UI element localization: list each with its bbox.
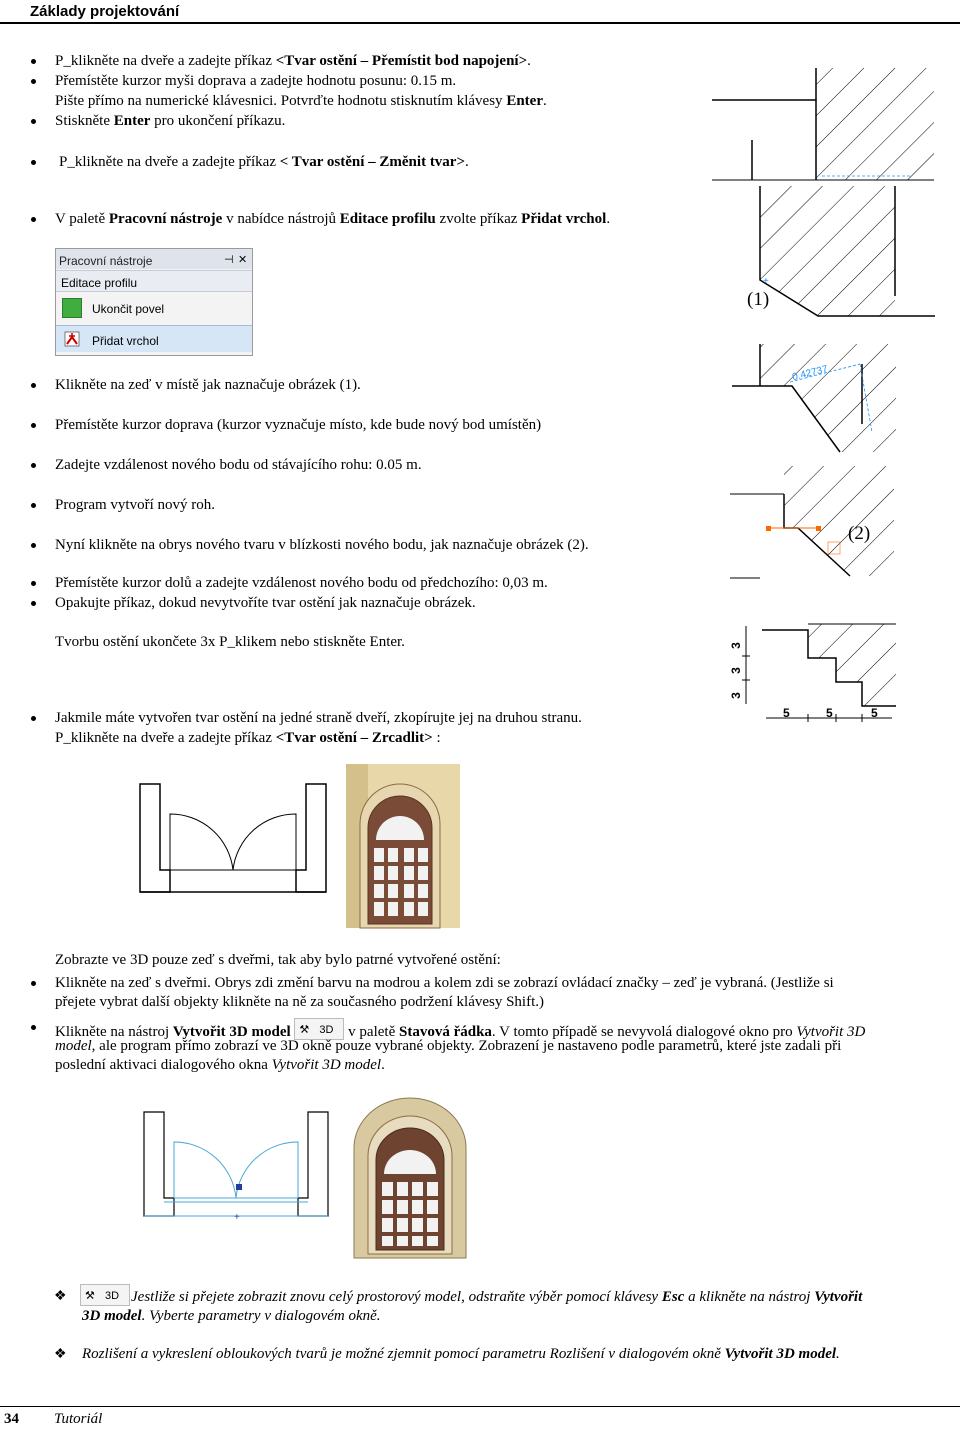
instruction-paragraph: Zobrazte ve 3D pouze zeď s dveřmi, tak aby bylo patrné vytvořené ostění: bbox=[55, 952, 501, 968]
add-vertex-label: Přidat vrchol bbox=[92, 334, 159, 348]
door-3d-image bbox=[346, 764, 460, 928]
instruction-line: Pište přímo na numerické klávesnici. Potvrďte hodnotu stisknutím klávesy Enter. bbox=[55, 93, 547, 109]
create-3d-model-button[interactable]: ⚒ 3D bbox=[80, 1284, 130, 1306]
instruction-line: poslední aktivaci dialogového okna Vytvořit 3D model. bbox=[55, 1057, 385, 1073]
bullet-dot bbox=[31, 79, 36, 84]
bullet-dot bbox=[31, 716, 36, 721]
bullet-dot bbox=[31, 601, 36, 606]
pin-icon[interactable]: ⊣ bbox=[224, 254, 234, 266]
end-command-label: Ukončit povel bbox=[92, 302, 165, 316]
instruction-line: Klikněte na nástroj Vytvořit 3D model ⚒ 3D v paletě Stavová řádka. V tomto případě se nevyvolá dialogové okno pro Vytvořit 3D bbox=[55, 1018, 865, 1042]
instruction-line: Přemístěte kurzor doprava (kurzor vyznačuje místo, kde bude nový bod umístěn) bbox=[55, 417, 542, 433]
hammer-icon: ⚒ bbox=[299, 1024, 310, 1036]
footer-rule bbox=[0, 1406, 960, 1407]
door-plan-selected-drawing bbox=[144, 1112, 328, 1223]
end-command-button[interactable] bbox=[56, 294, 252, 320]
instruction-line: Klikněte na zeď v místě jak naznačuje obrázek (1). bbox=[55, 377, 361, 393]
bullet-dot bbox=[31, 543, 36, 548]
dim-vertical-1: 3 bbox=[728, 642, 743, 649]
add-vertex-button[interactable] bbox=[56, 325, 252, 352]
instruction-line: P_klikněte na dveře a zadejte příkaz <Tvar ostění – Přemístit bod napojení>. bbox=[55, 53, 531, 69]
bullet-dot bbox=[31, 423, 36, 428]
bullet-dot bbox=[31, 160, 36, 165]
door-3d-selected-image bbox=[354, 1098, 466, 1258]
header-rule bbox=[0, 22, 960, 24]
dim-vertical-3: 3 bbox=[728, 692, 743, 699]
instruction-line: V paletě Pracovní nástroje v nabídce nástrojů Editace profilu zvolte příkaz Přidat vrchol. bbox=[55, 211, 611, 227]
dim-horizontal-1: 5 bbox=[783, 706, 790, 720]
instruction-line: Program vytvoří nový roh. bbox=[55, 497, 215, 513]
page-number: 34 bbox=[4, 1411, 19, 1427]
instruction-line: Jakmile máte vytvořen tvar ostění na jedné straně dveří, zkopírujte jej na druhou stranu. bbox=[55, 710, 582, 726]
add-vertex-drawing bbox=[760, 186, 935, 316]
note-diamond-icon: ❖ bbox=[54, 1289, 67, 1304]
bullet-dot bbox=[31, 119, 36, 124]
page-header-title: Základy projektování bbox=[30, 3, 180, 20]
instruction-line: model, ale program přímo zobrazí ve 3D okně pouze vybrané objekty. Zobrazení je nastaveno podle parametrů, které jste zadali při bbox=[55, 1038, 842, 1054]
palette-title: Pracovní nástroje bbox=[59, 254, 153, 268]
instruction-line: Přemístěte kurzor dolů a zadejte vzdálenost nového bodu od předchozího: 0,03 m. bbox=[55, 575, 548, 591]
note-line: Jestliže si přejete zobrazit znovu celý prostorový model, odstraňte výběr pomocí klávesy Esc a klikněte na nástroj Vytvořit bbox=[131, 1289, 863, 1305]
instruction-paragraph: Tvorbu ostění ukončete 3x P_klikem nebo stiskněte Enter. bbox=[55, 634, 405, 650]
bullet-dot bbox=[31, 463, 36, 468]
instruction-line: P_klikněte na dveře a zadejte příkaz < Tvar ostění – Změnit tvar>. bbox=[59, 154, 469, 170]
figure-label-2: (2) bbox=[848, 523, 871, 544]
dimension-value: 0.42737 bbox=[791, 363, 829, 384]
dim-horizontal-2: 5 bbox=[826, 706, 833, 720]
palette-section-label: Editace profilu bbox=[61, 276, 138, 290]
note-line: Rozlišení a vykreslení obloukových tvarů je možné zjemnit pomocí parametru Rozlišení v dialogovém okně Vytvořit 3D model. bbox=[82, 1346, 840, 1362]
svg-text:+: + bbox=[763, 276, 769, 287]
bullet-dot bbox=[31, 1025, 36, 1030]
wall-corner-drawing bbox=[712, 64, 934, 184]
bullet-dot bbox=[31, 383, 36, 388]
hammer-icon: ⚒ bbox=[85, 1290, 95, 1302]
palette-header bbox=[56, 249, 252, 269]
instruction-line: Opakujte příkaz, dokud nevytvoříte tvar ostění jak naznačuje obrázek. bbox=[55, 595, 476, 611]
figure-label-1: (1) bbox=[747, 289, 770, 310]
note-line: 3D model. Vyberte parametry v dialogovém okně. bbox=[82, 1308, 381, 1324]
svg-text:+: + bbox=[234, 1212, 240, 1223]
instruction-line: přejete vybrat další objekty klikněte na ně za současného podržení klávesy Shift.) bbox=[55, 994, 545, 1010]
note-diamond-icon: ❖ bbox=[54, 1347, 67, 1362]
exit-icon bbox=[62, 298, 82, 318]
palette-section[interactable] bbox=[56, 270, 252, 292]
dimension-drawing bbox=[732, 344, 896, 452]
instruction-line: Nyní klikněte na obrys nového tvaru v blízkosti nového bodu, jak naznačuje obrázek (2). bbox=[55, 537, 589, 553]
instruction-line: Přemístěte kurzor myši doprava a zadejte hodnotu posunu: 0.15 m. bbox=[55, 73, 457, 89]
bullet-dot bbox=[31, 503, 36, 508]
instruction-line: Klikněte na zeď s dveřmi. Obrys zdi změní barvu na modrou a kolem zdi se zobrazí ovládací značky – zeď je vybraná. (Jestliže si bbox=[55, 975, 834, 991]
dim-vertical-2: 3 bbox=[728, 667, 743, 674]
instruction-line: P_klikněte na dveře a zadejte příkaz <Tvar ostění – Zrcadlit> : bbox=[55, 730, 441, 746]
dim-horizontal-3: 5 bbox=[871, 706, 878, 720]
instruction-line: Zadejte vzdálenost nového bodu od stávajícího rohu: 0.05 m. bbox=[55, 457, 422, 473]
footer-label: Tutoriál bbox=[54, 1411, 103, 1427]
add-vertex-icon bbox=[64, 331, 80, 347]
bullet-dot bbox=[31, 981, 36, 986]
bullet-dot bbox=[31, 59, 36, 64]
create-3d-model-button[interactable]: ⚒ 3D bbox=[294, 1018, 344, 1040]
bullet-dot bbox=[31, 217, 36, 222]
instruction-line: Stiskněte Enter pro ukončení příkazu. bbox=[55, 113, 286, 129]
door-plan-drawing bbox=[140, 784, 326, 892]
bullet-dot bbox=[31, 581, 36, 586]
close-icon[interactable]: ✕ bbox=[238, 254, 248, 266]
work-tools-palette bbox=[55, 248, 253, 356]
